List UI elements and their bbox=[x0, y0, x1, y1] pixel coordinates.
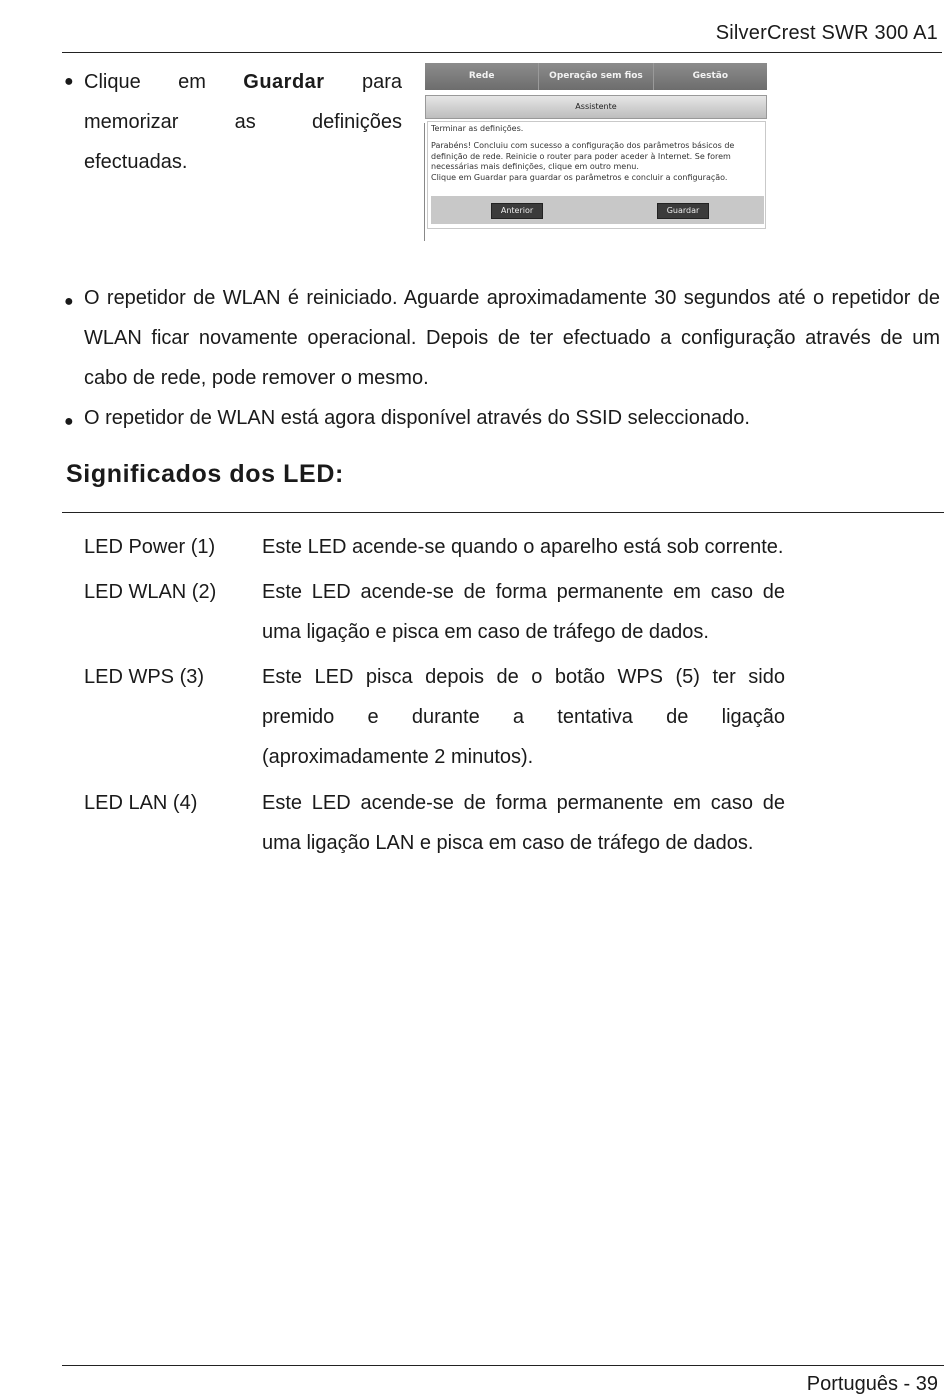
led-name: LED LAN (4) bbox=[84, 792, 198, 814]
led-description: Este LED acende-se de forma permanente em caso de uma ligação e pisca em caso de tráfego de dados. bbox=[262, 581, 785, 643]
wizard-message-line: definição de rede. Reinicie o router para poder aceder à Internet. Se forem bbox=[431, 151, 731, 161]
led-description: Este LED acende-se quando o aparelho está sob corrente. bbox=[262, 536, 784, 558]
wizard-message-line: Parabéns! Concluiu com sucesso a configuração dos parâmetros básicos de bbox=[431, 141, 735, 150]
bullet-icon: ● bbox=[64, 293, 74, 310]
header-rule bbox=[62, 52, 942, 53]
led-name: LED WPS (3) bbox=[84, 666, 205, 688]
router-ui-screenshot bbox=[425, 63, 767, 241]
led-description: Este LED acende-se de forma permanente em caso de uma ligação LAN e pisca em caso de tráfego de dados. bbox=[262, 792, 785, 854]
step-save-text bbox=[84, 62, 402, 182]
bullet-icon: ● bbox=[64, 413, 74, 430]
led-description: Este LED pisca depois de o botão WPS (5) ter sido premido e durante a tentativa de ligação (aproximadamente 2 minutos). bbox=[262, 666, 785, 768]
led-name: LED Power (1) bbox=[84, 536, 216, 558]
bullet-available: O repetidor de WLAN está agora disponível através do SSID seleccionado. bbox=[84, 407, 750, 429]
save-button[interactable]: Guardar bbox=[657, 203, 709, 219]
back-button[interactable]: Anterior bbox=[491, 203, 543, 219]
wizard-heading: Terminar as definições. bbox=[431, 124, 524, 133]
wizard-button-bar bbox=[431, 196, 764, 224]
wizard-message-line: necessárias mais definições, clique em outro menu. bbox=[431, 162, 639, 171]
tab-operacao-sem-fios[interactable]: Operação sem fios bbox=[539, 63, 653, 90]
led-name: LED WLAN (2) bbox=[84, 581, 217, 603]
section-heading: Significados dos LED: bbox=[66, 460, 344, 488]
wizard-message bbox=[431, 141, 759, 183]
bullet-restart: O repetidor de WLAN é reiniciado. Aguarde aproximadamente 30 segundos até o repetidor de WLAN ficar novamente operacional. Depois de ter efectuado a configuração através de um cabo de rede, pode remover o mesmo. bbox=[84, 287, 940, 389]
wizard-panel bbox=[427, 121, 766, 229]
wizard-title: Assistente bbox=[425, 95, 767, 119]
tab-gestao[interactable]: Gestão bbox=[692, 71, 729, 81]
footer-rule bbox=[62, 1365, 944, 1366]
tab-rede[interactable]: Rede bbox=[425, 63, 539, 90]
bullet-icon: ● bbox=[64, 73, 74, 90]
section-rule bbox=[62, 512, 944, 513]
step-save-bold: Guardar bbox=[243, 71, 325, 93]
wizard-message-line: Clique em Guardar para guardar os parâmetros e concluir a configuração. bbox=[431, 172, 728, 182]
step-save-before: Clique em bbox=[84, 71, 244, 93]
router-tab-bar bbox=[425, 63, 767, 90]
running-header: SilverCrest SWR 300 A1 bbox=[715, 22, 938, 44]
step-save-after: para memorizar as definições efectuadas. bbox=[84, 71, 402, 173]
page-footer: Português - 39 bbox=[806, 1373, 938, 1395]
